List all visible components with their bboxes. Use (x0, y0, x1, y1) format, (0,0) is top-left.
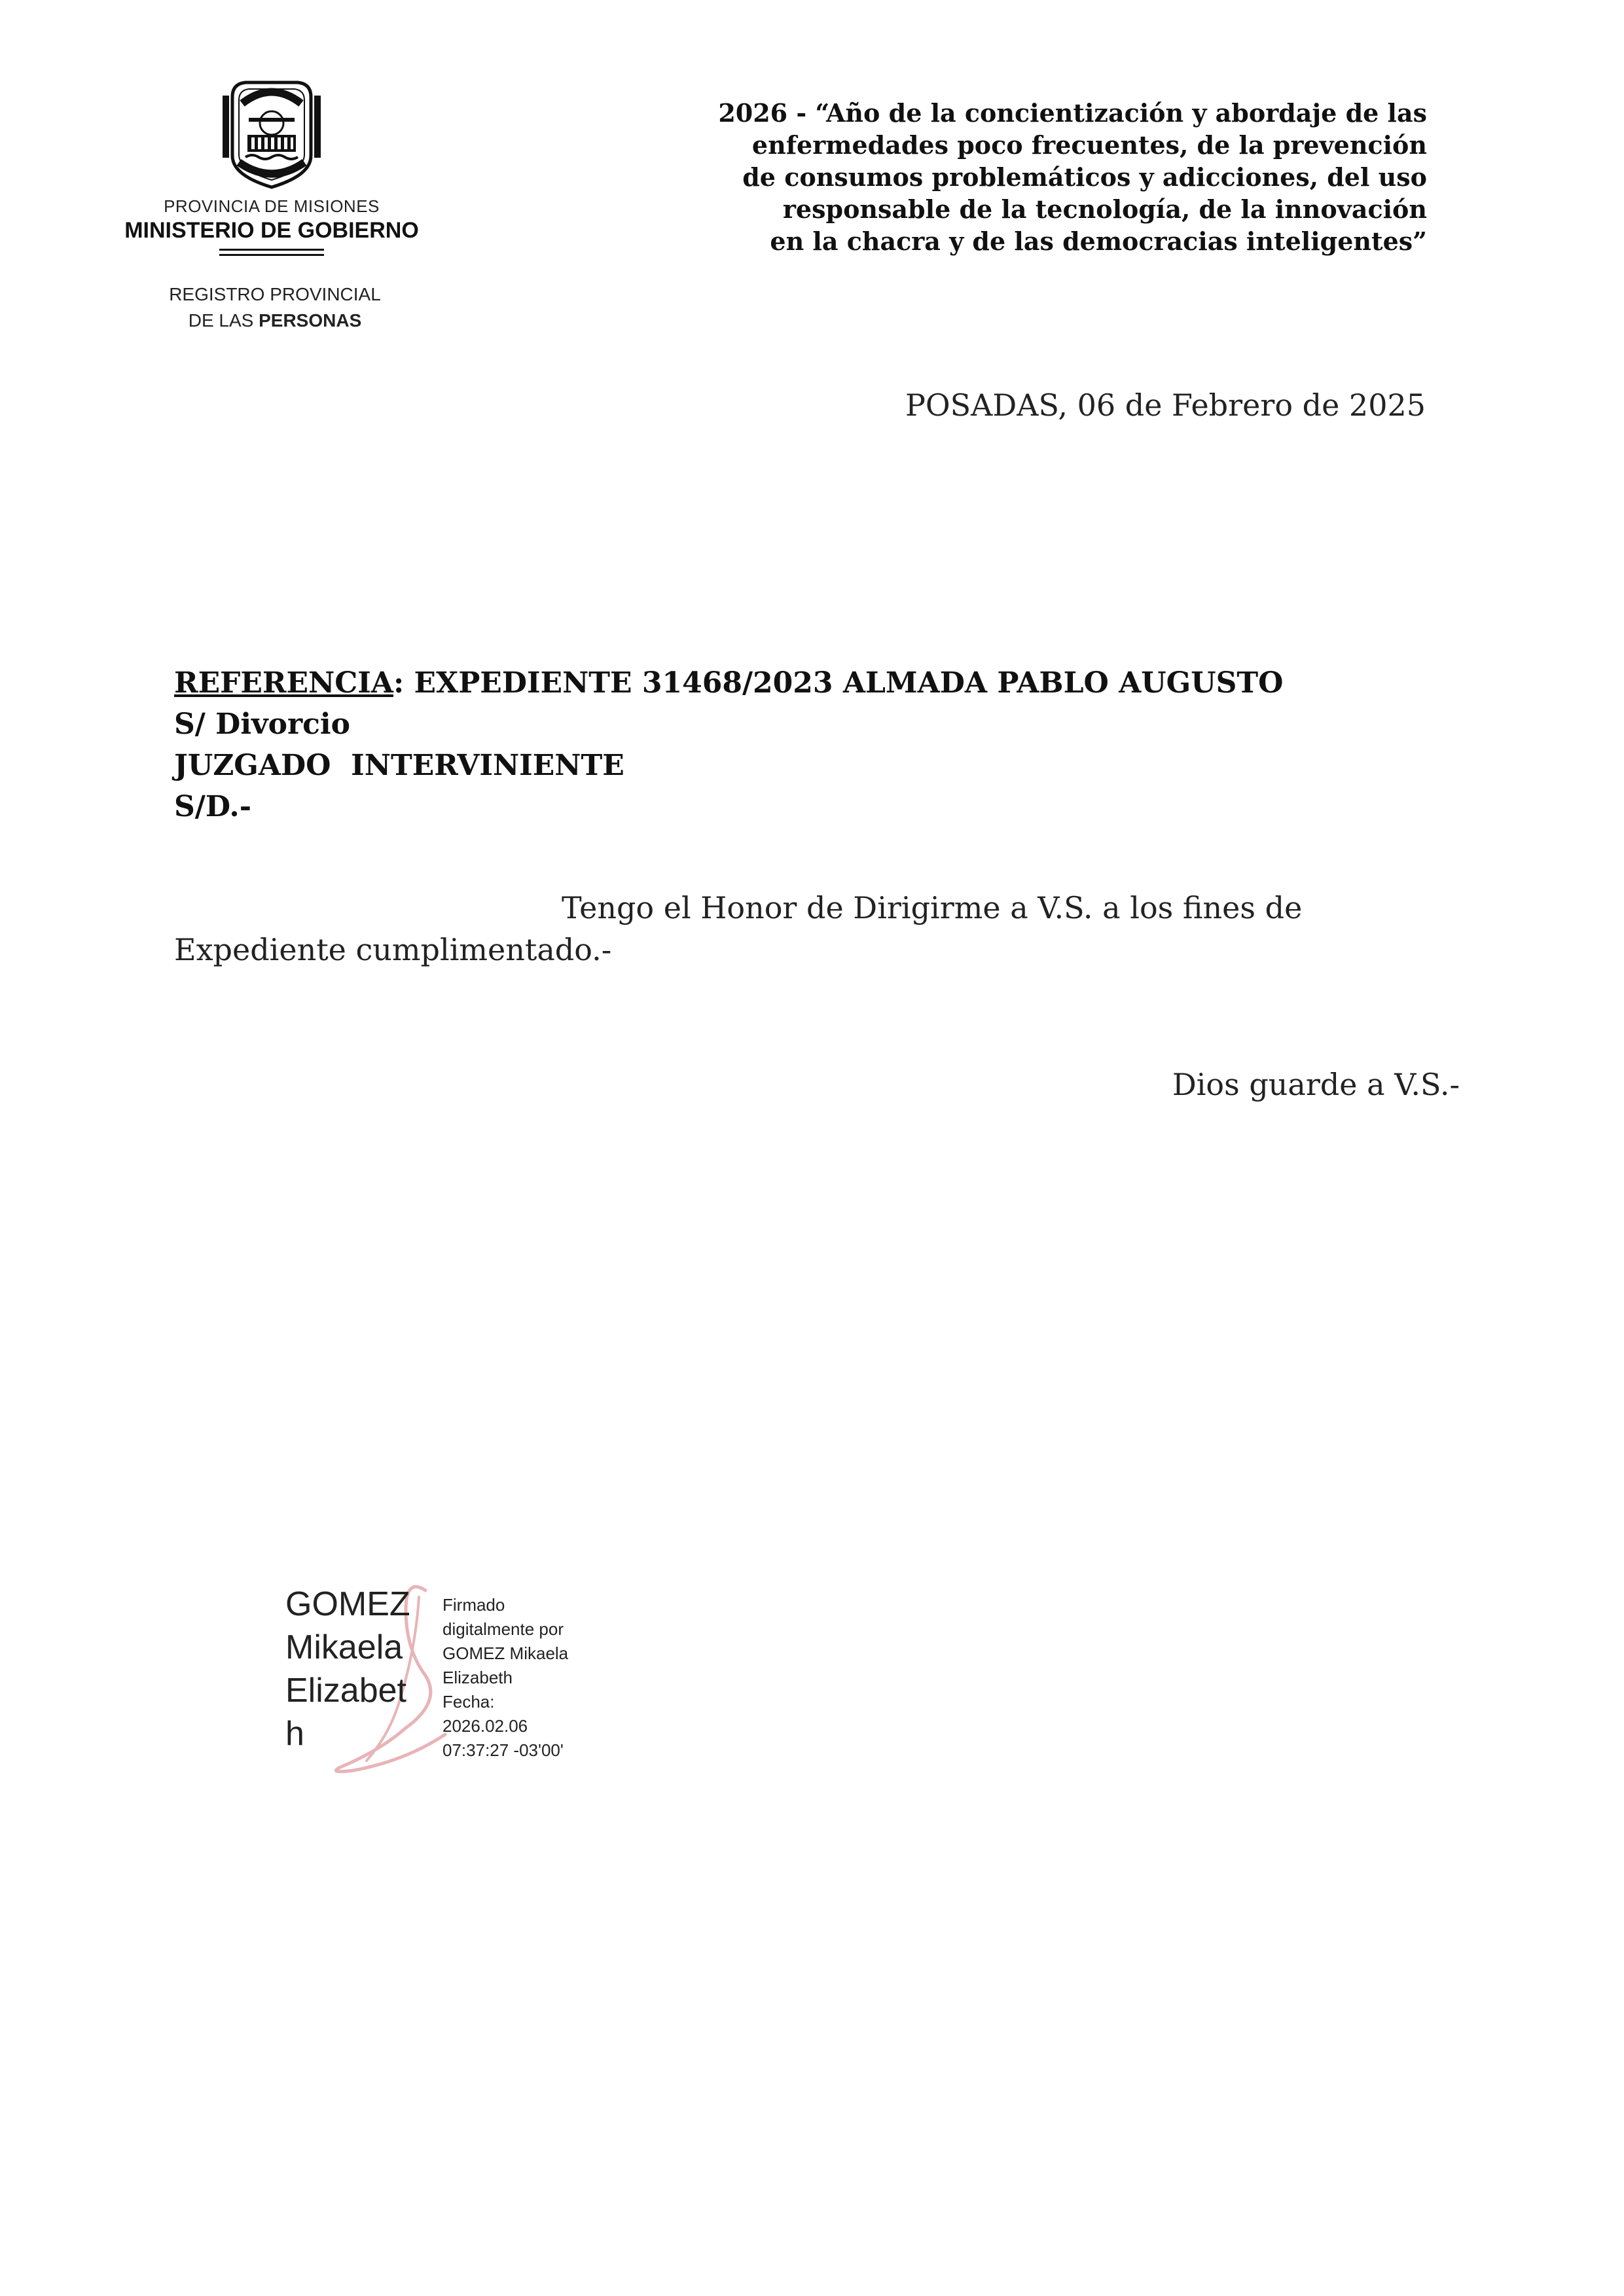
letter-body (174, 887, 1418, 971)
signature-detail-line: GOMEZ Mikaela (442, 1643, 569, 1663)
signature-details (442, 1593, 613, 1763)
signer-name-line: Elizabet (285, 1672, 406, 1710)
motto-line: responsable de la tecnología, de la innovación (782, 194, 1427, 224)
signer-name-line: Mikaela (285, 1628, 403, 1666)
closing-line: Dios guarde a V.S.- (1172, 1067, 1460, 1102)
motto-line: 2026 - “Año de la concientización y abordaje de las (718, 98, 1427, 128)
reference-sd: S/D.- (174, 790, 252, 823)
reference-label: REFERENCIA (174, 666, 393, 700)
reference-text: : EXPEDIENTE 31468/2023 ALMADA PABLO AUGUSTO (393, 666, 1284, 700)
registry-line-1: REGISTRO PROVINCIAL (169, 284, 381, 304)
province-name: PROVINCIA DE MISIONES (164, 196, 380, 216)
provincia-de-misiones-crest-icon (216, 77, 327, 190)
reference-subject: S/ Divorcio (174, 708, 350, 741)
ministry-divider (219, 254, 324, 256)
registry-line-2 (151, 308, 399, 334)
registry-line-2-prefix: DE LAS (188, 310, 259, 331)
ministry-block (98, 196, 445, 256)
signature-detail-line: 07:37:27 -03'00' (442, 1740, 564, 1760)
reference-court: JUZGADO INTERVINIENTE (174, 749, 624, 782)
ministry-name: MINISTERIO DE GOBIERNO (124, 218, 419, 243)
motto-line: enfermedades poco frecuentes, de la prevención (751, 130, 1427, 160)
motto-line: en la chacra y de las democracias inteligentes” (770, 226, 1427, 256)
motto-line: de consumos problemáticos y adicciones, del uso (742, 162, 1427, 192)
signature-detail-line: Firmado (442, 1595, 505, 1615)
registry-block (151, 281, 399, 334)
signature-detail-line: digitalmente por (442, 1619, 564, 1639)
body-line-1: Tengo el Honor de Dirigirme a V.S. a los fines de (562, 890, 1303, 925)
year-motto (641, 97, 1427, 257)
body-line-2: Expediente cumplimentado.- (174, 932, 612, 967)
signer-name (285, 1583, 442, 1755)
ministry-divider (219, 249, 324, 251)
reference-block (174, 662, 1451, 827)
signature-detail-line: Elizabeth (442, 1668, 513, 1687)
signature-detail-line: 2026.02.06 (442, 1716, 528, 1736)
registry-line-2-bold: PERSONAS (259, 310, 362, 331)
signature-detail-line: Fecha: (442, 1692, 495, 1712)
reference-line (174, 662, 1451, 704)
signer-name-line: h (285, 1715, 304, 1753)
date-line: POSADAS, 06 de Febrero de 2025 (905, 387, 1426, 423)
signer-name-line: GOMEZ (285, 1585, 410, 1623)
